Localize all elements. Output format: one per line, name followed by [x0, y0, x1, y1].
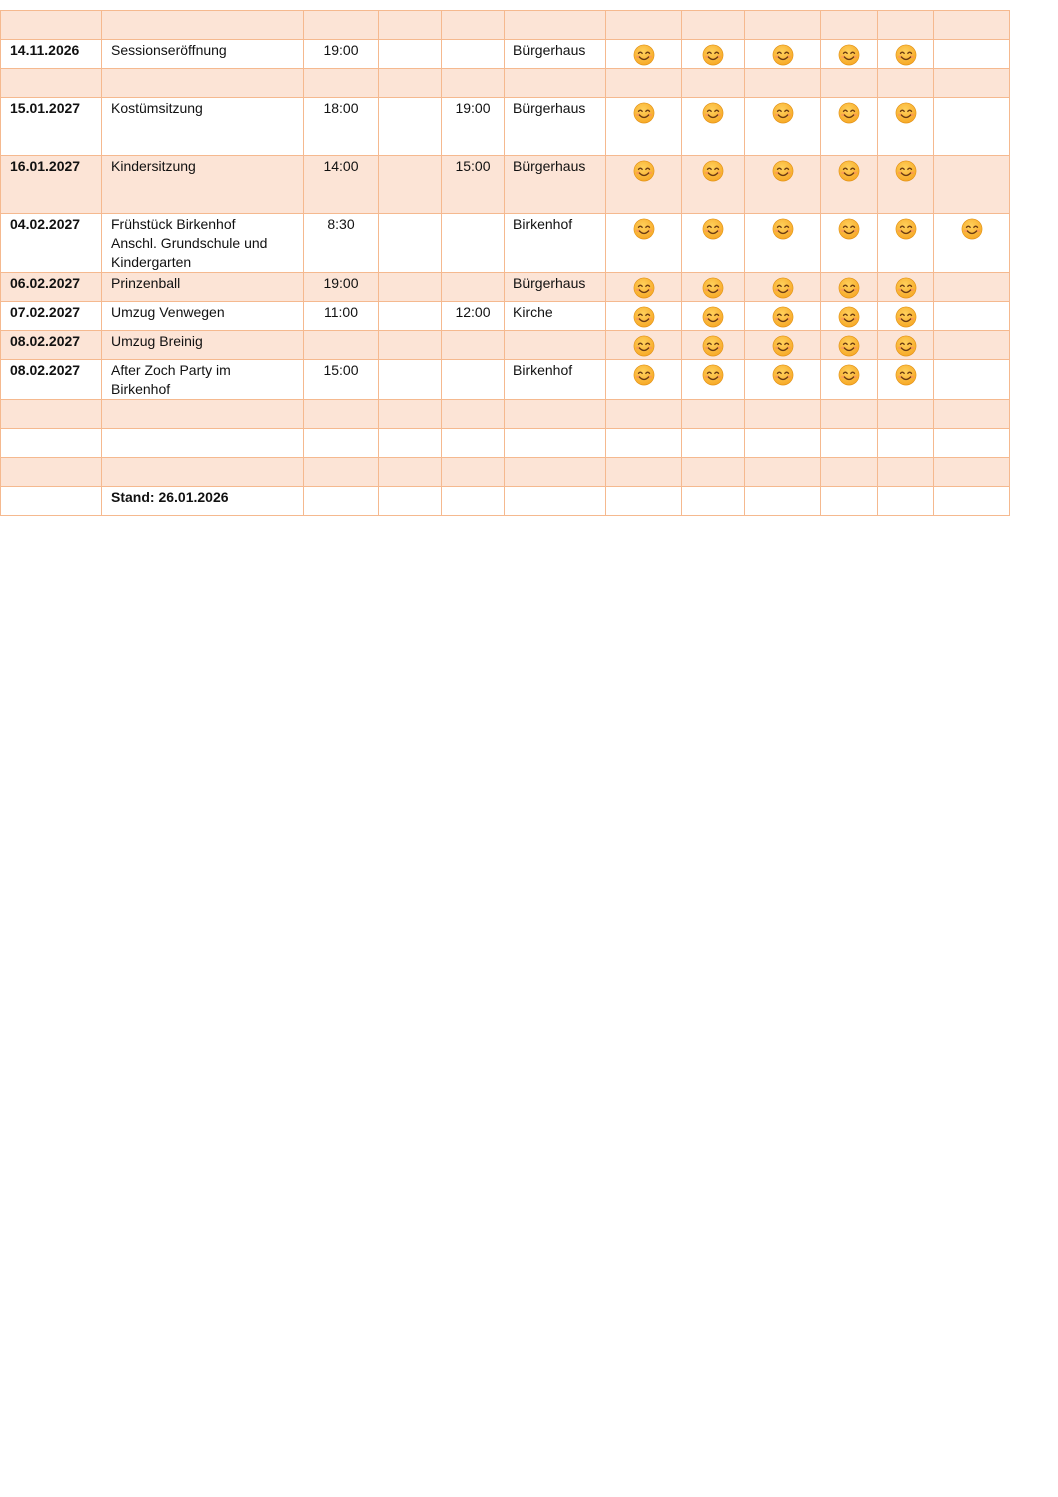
- date-cell: 06.02.2027: [1, 273, 102, 302]
- smiley-cell: [878, 458, 934, 487]
- smiling-face-icon: [838, 160, 860, 182]
- smiling-face-icon: [895, 160, 917, 182]
- event-name-line: Birkenhof: [111, 381, 171, 397]
- blank-cell: [379, 98, 442, 156]
- schedule-body: [1, 11, 1010, 487]
- location-cell: [505, 429, 606, 458]
- smiley-cell: [682, 156, 745, 214]
- start-time-cell: 19:00: [304, 273, 379, 302]
- smiley-cell: [606, 429, 682, 458]
- table-row: [1, 98, 1010, 156]
- event-name-line: Prinzenball: [111, 275, 181, 291]
- smiley-cell: [745, 360, 821, 400]
- start-time-cell: [304, 11, 379, 40]
- smiley-cell: [821, 98, 878, 156]
- date-cell: 15.01.2027: [1, 98, 102, 156]
- smiley-cell: [934, 69, 1010, 98]
- date-cell: 16.01.2027: [1, 156, 102, 214]
- smiling-face-icon: [702, 277, 724, 299]
- stand-label: Stand: 26.01.2026: [102, 487, 304, 516]
- event-name-cell: [102, 331, 304, 360]
- smiley-cell: [934, 302, 1010, 331]
- location-cell: [505, 69, 606, 98]
- smiling-face-icon: [838, 306, 860, 328]
- location-cell: [505, 331, 606, 360]
- smiling-face-icon: [895, 277, 917, 299]
- start-time-cell: 19:00: [304, 40, 379, 69]
- smiley-cell: [606, 331, 682, 360]
- location-cell: Birkenhof: [505, 214, 606, 273]
- smiley-cell: [745, 331, 821, 360]
- event-name-cell: [102, 98, 304, 156]
- smiley-cell: [745, 429, 821, 458]
- event-name-cell: [102, 400, 304, 429]
- smiling-face-icon: [895, 218, 917, 240]
- smiley-cell: [821, 429, 878, 458]
- smiley-cell: [878, 156, 934, 214]
- date-cell: [1, 11, 102, 40]
- smiley-cell: [606, 69, 682, 98]
- smiley-cell: [934, 11, 1010, 40]
- smiley-cell: [745, 400, 821, 429]
- smiley-cell: [878, 69, 934, 98]
- table-row: [1, 11, 1010, 40]
- blank-cell: [379, 11, 442, 40]
- event-name-line: Umzug Breinig: [111, 333, 203, 349]
- smiling-face-icon: [772, 44, 794, 66]
- smiley-cell: [682, 11, 745, 40]
- end-time-cell: [442, 40, 505, 69]
- event-name-cell: [102, 11, 304, 40]
- date-cell: 08.02.2027: [1, 360, 102, 400]
- event-name-line: Kindersitzung: [111, 158, 196, 174]
- event-name-line: Sessionseröffnung: [111, 42, 227, 58]
- smiley-cell: [878, 40, 934, 69]
- end-time-cell: [442, 429, 505, 458]
- smiling-face-icon: [838, 364, 860, 386]
- smiley-cell: [878, 302, 934, 331]
- event-name-cell: [102, 302, 304, 331]
- end-time-cell: [442, 11, 505, 40]
- smiley-cell: [682, 273, 745, 302]
- date-cell: 04.02.2027: [1, 214, 102, 273]
- end-time-cell: [442, 273, 505, 302]
- smiley-cell: [878, 360, 934, 400]
- smiley-cell: [934, 98, 1010, 156]
- smiley-cell: [606, 11, 682, 40]
- blank-cell: [379, 273, 442, 302]
- smiley-cell: [606, 273, 682, 302]
- smiley-cell: [821, 40, 878, 69]
- location-cell: Bürgerhaus: [505, 98, 606, 156]
- footer-row: [1, 487, 1010, 516]
- event-name-line: Anschl. Grundschule und: [111, 235, 268, 251]
- smiling-face-icon: [702, 102, 724, 124]
- start-time-cell: [304, 69, 379, 98]
- end-time-cell: [442, 360, 505, 400]
- smiley-cell: [682, 360, 745, 400]
- event-name-cell: [102, 273, 304, 302]
- smiling-face-icon: [633, 160, 655, 182]
- smiley-cell: [745, 98, 821, 156]
- location-cell: Bürgerhaus: [505, 40, 606, 69]
- smiley-cell: [745, 214, 821, 273]
- smiling-face-icon: [633, 306, 655, 328]
- location-cell: Birkenhof: [505, 360, 606, 400]
- smiley-cell: [934, 400, 1010, 429]
- smiley-cell: [682, 400, 745, 429]
- smiley-cell: [682, 214, 745, 273]
- smiley-cell: [821, 156, 878, 214]
- smiley-cell: [682, 69, 745, 98]
- start-time-cell: 11:00: [304, 302, 379, 331]
- smiley-cell: [745, 273, 821, 302]
- schedule-table: [0, 10, 1010, 516]
- event-name-line: Kindergarten: [111, 254, 192, 270]
- smiley-cell: [682, 40, 745, 69]
- end-time-cell: [442, 458, 505, 487]
- event-name-line: After Zoch Party im: [111, 362, 231, 378]
- smiley-cell: [878, 429, 934, 458]
- smiling-face-icon: [838, 218, 860, 240]
- smiley-cell: [745, 69, 821, 98]
- smiling-face-icon: [772, 335, 794, 357]
- smiling-face-icon: [838, 335, 860, 357]
- start-time-cell: [304, 458, 379, 487]
- smiley-cell: [878, 400, 934, 429]
- blank-cell: [379, 400, 442, 429]
- start-time-cell: [304, 331, 379, 360]
- start-time-cell: [304, 400, 379, 429]
- end-time-cell: [442, 331, 505, 360]
- event-name-cell: [102, 458, 304, 487]
- smiley-cell: [606, 156, 682, 214]
- smiley-cell: [745, 11, 821, 40]
- event-name-line: Umzug Venwegen: [111, 304, 225, 320]
- location-cell: [505, 400, 606, 429]
- table-row: [1, 458, 1010, 487]
- smiley-cell: [821, 458, 878, 487]
- smiling-face-icon: [895, 335, 917, 357]
- end-time-cell: 15:00: [442, 156, 505, 214]
- smiley-cell: [745, 302, 821, 331]
- smiling-face-icon: [895, 306, 917, 328]
- smiley-cell: [821, 331, 878, 360]
- event-name-cell: [102, 214, 304, 273]
- blank-cell: [379, 40, 442, 69]
- smiley-cell: [934, 429, 1010, 458]
- smiley-cell: [821, 11, 878, 40]
- smiling-face-icon: [702, 218, 724, 240]
- smiling-face-icon: [838, 44, 860, 66]
- smiling-face-icon: [702, 364, 724, 386]
- smiling-face-icon: [772, 160, 794, 182]
- event-name-line: Kostümsitzung: [111, 100, 203, 116]
- smiley-cell: [745, 40, 821, 69]
- end-time-cell: [442, 69, 505, 98]
- date-cell: 14.11.2026: [1, 40, 102, 69]
- smiling-face-icon: [895, 364, 917, 386]
- smiling-face-icon: [633, 364, 655, 386]
- table-row: [1, 214, 1010, 273]
- location-cell: Kirche: [505, 302, 606, 331]
- date-cell: 08.02.2027: [1, 331, 102, 360]
- table-row: [1, 40, 1010, 69]
- date-cell: [1, 458, 102, 487]
- event-name-cell: [102, 360, 304, 400]
- smiley-cell: [821, 360, 878, 400]
- table-row: [1, 302, 1010, 331]
- start-time-cell: 18:00: [304, 98, 379, 156]
- end-time-cell: [442, 214, 505, 273]
- smiley-cell: [934, 40, 1010, 69]
- smiley-cell: [934, 360, 1010, 400]
- table-row: [1, 273, 1010, 302]
- smiling-face-icon: [772, 218, 794, 240]
- smiley-cell: [745, 458, 821, 487]
- date-cell: [1, 69, 102, 98]
- smiling-face-icon: [772, 306, 794, 328]
- blank-cell: [379, 156, 442, 214]
- smiley-cell: [606, 400, 682, 429]
- smiling-face-icon: [961, 218, 983, 240]
- smiley-cell: [821, 400, 878, 429]
- end-time-cell: 19:00: [442, 98, 505, 156]
- smiley-cell: [606, 360, 682, 400]
- smiley-cell: [878, 273, 934, 302]
- smiling-face-icon: [895, 102, 917, 124]
- end-time-cell: [442, 400, 505, 429]
- table-row: [1, 331, 1010, 360]
- location-cell: [505, 11, 606, 40]
- date-cell: 07.02.2027: [1, 302, 102, 331]
- table-row: [1, 360, 1010, 400]
- event-name-cell: [102, 69, 304, 98]
- smiley-cell: [745, 156, 821, 214]
- smiling-face-icon: [633, 102, 655, 124]
- location-cell: Bürgerhaus: [505, 156, 606, 214]
- smiling-face-icon: [838, 277, 860, 299]
- blank-cell: [379, 429, 442, 458]
- event-name-cell: [102, 429, 304, 458]
- smiling-face-icon: [633, 335, 655, 357]
- smiling-face-icon: [633, 277, 655, 299]
- table-row: [1, 429, 1010, 458]
- smiley-cell: [934, 458, 1010, 487]
- smiling-face-icon: [702, 160, 724, 182]
- smiley-cell: [682, 331, 745, 360]
- smiling-face-icon: [702, 44, 724, 66]
- smiley-cell: [606, 40, 682, 69]
- location-cell: [505, 458, 606, 487]
- blank-cell: [379, 302, 442, 331]
- smiley-cell: [821, 273, 878, 302]
- location-cell: Bürgerhaus: [505, 273, 606, 302]
- smiley-cell: [878, 214, 934, 273]
- smiley-cell: [682, 98, 745, 156]
- smiling-face-icon: [633, 44, 655, 66]
- blank-cell: [379, 360, 442, 400]
- smiley-cell: [878, 98, 934, 156]
- smiley-cell: [606, 302, 682, 331]
- smiling-face-icon: [838, 102, 860, 124]
- smiling-face-icon: [772, 277, 794, 299]
- smiley-cell: [682, 458, 745, 487]
- smiley-cell: [606, 98, 682, 156]
- smiley-cell: [934, 156, 1010, 214]
- smiling-face-icon: [895, 44, 917, 66]
- smiley-cell: [606, 214, 682, 273]
- end-time-cell: 12:00: [442, 302, 505, 331]
- blank-cell: [379, 331, 442, 360]
- smiley-cell: [682, 302, 745, 331]
- start-time-cell: 14:00: [304, 156, 379, 214]
- table-row: [1, 156, 1010, 214]
- table-row: [1, 400, 1010, 429]
- smiley-cell: [878, 11, 934, 40]
- event-name-cell: [102, 40, 304, 69]
- smiley-cell: [821, 69, 878, 98]
- smiling-face-icon: [772, 102, 794, 124]
- smiley-cell: [878, 331, 934, 360]
- smiley-cell: [606, 458, 682, 487]
- event-name-line: Frühstück Birkenhof: [111, 216, 236, 232]
- table-row: [1, 69, 1010, 98]
- smiling-face-icon: [702, 306, 724, 328]
- smiley-cell: [821, 302, 878, 331]
- start-time-cell: [304, 429, 379, 458]
- date-cell: [1, 400, 102, 429]
- smiley-cell: [934, 214, 1010, 273]
- smiley-cell: [821, 214, 878, 273]
- smiling-face-icon: [702, 335, 724, 357]
- smiling-face-icon: [633, 218, 655, 240]
- blank-cell: [379, 214, 442, 273]
- smiley-cell: [682, 429, 745, 458]
- blank-cell: [379, 458, 442, 487]
- smiling-face-icon: [772, 364, 794, 386]
- smiley-cell: [934, 331, 1010, 360]
- event-name-cell: [102, 156, 304, 214]
- date-cell: [1, 429, 102, 458]
- smiley-cell: [934, 273, 1010, 302]
- start-time-cell: 15:00: [304, 360, 379, 400]
- start-time-cell: 8:30: [304, 214, 379, 273]
- blank-cell: [379, 69, 442, 98]
